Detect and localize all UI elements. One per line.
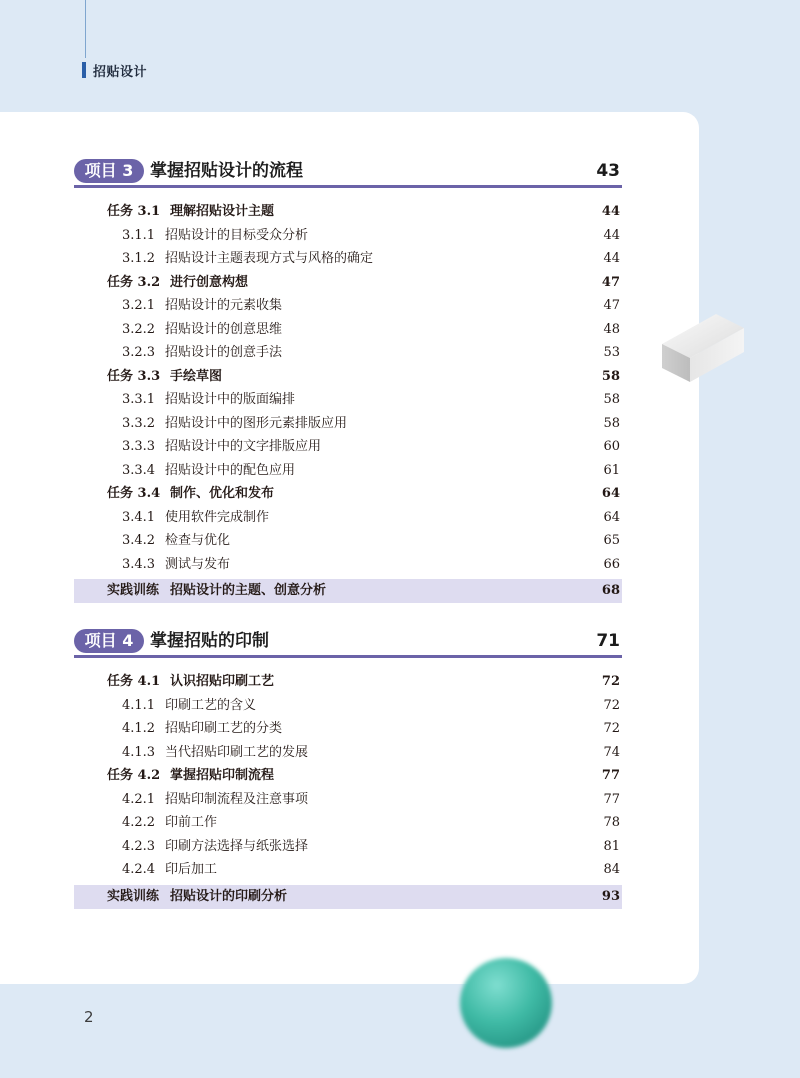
entry-title: 招贴设计的印刷分析 <box>170 888 288 904</box>
entry-title: 招贴设计的创意思维 <box>165 321 283 337</box>
entry-title: 招贴印制流程及注意事项 <box>165 791 309 807</box>
toc-entries <box>74 670 622 909</box>
header-rule <box>85 0 86 58</box>
entry-page-number: 72 <box>603 721 620 736</box>
toc-subsection-row[interactable] <box>74 388 622 412</box>
entry-number: 4.1.3 <box>122 744 156 760</box>
entry-page-number: 48 <box>603 321 620 337</box>
toc-subsection-row[interactable] <box>74 506 622 530</box>
entry-title: 测试与发布 <box>165 556 231 572</box>
entry-number: 任务 4.2 <box>107 768 161 783</box>
toc-subsection-row[interactable] <box>74 835 622 859</box>
toc-subsection-row[interactable] <box>74 459 622 483</box>
decorative-teal-sphere <box>460 958 552 1048</box>
entry-number: 实践训练 <box>107 888 160 904</box>
entry-title: 招贴设计的元素收集 <box>165 298 283 313</box>
page-number: 2 <box>84 1008 94 1026</box>
entry-page-number: 44 <box>601 204 620 219</box>
section-title[interactable]: 掌握招贴设计的流程 <box>150 161 303 181</box>
entry-title: 招贴设计的主题、创意分析 <box>170 583 327 598</box>
entry-title: 使用软件完成制作 <box>165 509 270 525</box>
entry-page-number: 58 <box>603 392 620 407</box>
entry-number: 任务 3.1 <box>107 204 161 219</box>
project-badge: 项目 3 <box>74 159 144 183</box>
entry-page-number: 84 <box>603 862 620 877</box>
entry-number: 任务 3.2 <box>107 274 161 290</box>
entry-number: 任务 4.1 <box>107 674 161 689</box>
entry-page-number: 81 <box>603 838 620 854</box>
section-page-number: 43 <box>596 161 620 181</box>
entry-title: 手绘草图 <box>170 368 223 384</box>
entry-number: 任务 3.4 <box>107 486 161 501</box>
header-marker <box>82 62 86 78</box>
entry-title: 掌握招贴印制流程 <box>170 768 275 783</box>
entry-number: 3.2.3 <box>122 345 156 360</box>
toc-subsection-row[interactable] <box>74 741 622 765</box>
entry-page-number: 93 <box>601 888 620 904</box>
entry-number: 3.1.1 <box>122 227 156 243</box>
toc-subsection-row[interactable] <box>74 224 622 248</box>
entry-page-number: 77 <box>603 791 620 807</box>
toc-subsection-row[interactable] <box>74 412 622 436</box>
running-header-text: 招贴设计 <box>93 64 148 80</box>
toc-task-row[interactable] <box>74 670 622 694</box>
entry-page-number: 72 <box>603 697 620 713</box>
decorative-cube-image <box>660 306 746 384</box>
toc-subsection-row[interactable] <box>74 788 622 812</box>
entry-number: 3.1.2 <box>122 251 156 266</box>
entry-number: 4.1.1 <box>122 697 156 713</box>
entry-page-number: 47 <box>603 298 620 313</box>
entry-page-number: 72 <box>601 674 620 689</box>
entry-number: 任务 3.3 <box>107 368 161 384</box>
toc-task-row[interactable] <box>74 271 622 295</box>
entry-page-number: 64 <box>601 486 620 501</box>
toc-entries <box>74 200 622 603</box>
entry-number: 3.2.1 <box>122 298 156 313</box>
entry-page-number: 78 <box>603 815 620 830</box>
toc-task-row[interactable] <box>74 764 622 788</box>
entry-page-number: 58 <box>601 368 620 384</box>
entry-title: 招贴印刷工艺的分类 <box>165 721 283 736</box>
entry-title: 招贴设计的目标受众分析 <box>165 227 309 243</box>
entry-title: 招贴设计主题表现方式与风格的确定 <box>165 251 374 266</box>
entry-title: 招贴设计的创意手法 <box>165 345 283 360</box>
entry-number: 4.2.2 <box>122 815 156 830</box>
entry-title: 印刷工艺的含义 <box>165 697 257 713</box>
toc-section-project-4 <box>74 627 622 909</box>
section-title[interactable]: 掌握招贴的印制 <box>150 631 269 651</box>
entry-number: 3.4.2 <box>122 533 156 548</box>
entry-number: 4.2.4 <box>122 862 156 877</box>
entry-number: 3.2.2 <box>122 321 156 337</box>
toc-subsection-row[interactable] <box>74 717 622 741</box>
toc-task-row[interactable] <box>74 365 622 389</box>
entry-title: 印后加工 <box>165 862 218 877</box>
toc-subsection-row[interactable] <box>74 247 622 271</box>
entry-page-number: 77 <box>601 768 620 783</box>
toc-subsection-row[interactable] <box>74 858 622 882</box>
entry-page-number: 68 <box>601 583 620 598</box>
toc-section-project-3 <box>74 157 622 603</box>
entry-number: 3.4.1 <box>122 509 156 525</box>
entry-page-number: 61 <box>603 462 620 478</box>
entry-page-number: 58 <box>603 415 620 431</box>
entry-number: 4.2.1 <box>122 791 156 807</box>
toc-subsection-row[interactable] <box>74 294 622 318</box>
entry-page-number: 44 <box>603 251 620 266</box>
entry-title: 招贴设计中的配色应用 <box>165 462 296 478</box>
entry-title: 认识招贴印刷工艺 <box>170 674 275 689</box>
toc-subsection-row[interactable] <box>74 694 622 718</box>
entry-page-number: 47 <box>601 274 620 290</box>
entry-title: 进行创意构想 <box>170 274 249 290</box>
entry-number: 3.3.3 <box>122 439 156 454</box>
entry-title: 印前工作 <box>165 815 218 830</box>
toc-subsection-row[interactable] <box>74 811 622 835</box>
toc-task-row[interactable] <box>74 482 622 506</box>
entry-page-number: 74 <box>603 744 620 760</box>
entry-number: 3.3.1 <box>122 392 156 407</box>
entry-page-number: 66 <box>603 556 620 572</box>
toc-practice-row[interactable] <box>74 579 622 603</box>
entry-number: 4.1.2 <box>122 721 156 736</box>
entry-page-number: 60 <box>603 439 620 454</box>
section-header <box>74 157 622 188</box>
entry-number: 实践训练 <box>107 583 160 598</box>
running-header <box>82 62 147 78</box>
entry-title: 制作、优化和发布 <box>170 486 275 501</box>
toc-subsection-row[interactable] <box>74 553 622 577</box>
entry-title: 印刷方法选择与纸张选择 <box>165 838 309 854</box>
toc-subsection-row[interactable] <box>74 529 622 553</box>
entry-number: 3.3.2 <box>122 415 156 431</box>
entry-page-number: 44 <box>603 227 620 243</box>
entry-page-number: 64 <box>603 509 620 525</box>
entry-number: 3.4.3 <box>122 556 156 572</box>
toc-subsection-row[interactable] <box>74 341 622 365</box>
project-badge: 项目 4 <box>74 629 144 653</box>
section-header <box>74 627 622 658</box>
entry-title: 当代招贴印刷工艺的发展 <box>165 744 309 760</box>
entry-title: 检查与优化 <box>165 533 231 548</box>
toc-subsection-row[interactable] <box>74 318 622 342</box>
toc-practice-row[interactable] <box>74 885 622 909</box>
toc-subsection-row[interactable] <box>74 435 622 459</box>
entry-page-number: 53 <box>603 345 620 360</box>
entry-page-number: 65 <box>603 533 620 548</box>
entry-title: 招贴设计中的图形元素排版应用 <box>165 415 348 431</box>
entry-number: 3.3.4 <box>122 462 156 478</box>
entry-number: 4.2.3 <box>122 838 156 854</box>
entry-title: 招贴设计中的版面编排 <box>165 392 296 407</box>
section-page-number: 71 <box>596 631 620 651</box>
toc-task-row[interactable] <box>74 200 622 224</box>
entry-title: 理解招贴设计主题 <box>170 204 275 219</box>
entry-title: 招贴设计中的文字排版应用 <box>165 439 322 454</box>
